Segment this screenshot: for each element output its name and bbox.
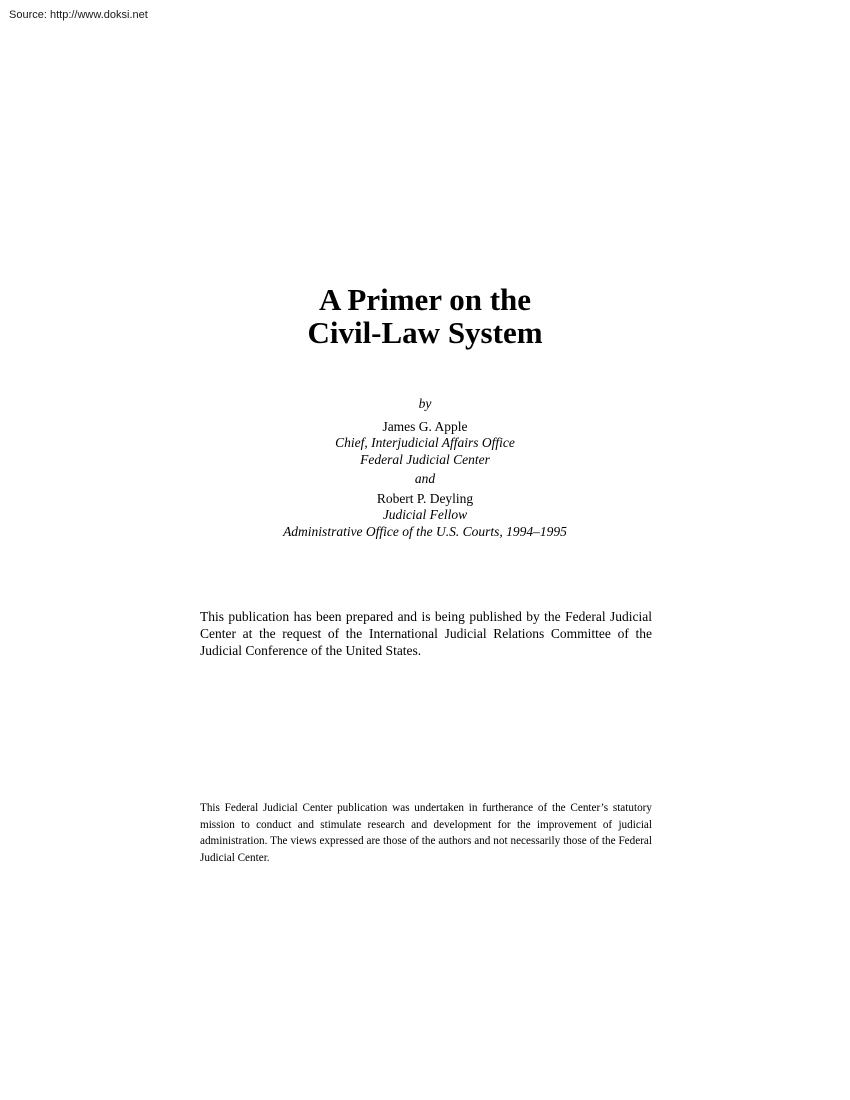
author-1-org: Federal Judicial Center <box>360 451 490 467</box>
author-2-role: Judicial Fellow <box>382 507 468 522</box>
author-1-name: James G. Apple <box>382 418 468 434</box>
byline <box>0 396 850 540</box>
publication-notice: This publication has been prepared and is being published by the Federal Judicial Center at the request of the International Judicial Relations Committee of the Judicial Conference of the United States. <box>200 609 652 658</box>
byline-by: by <box>418 396 432 411</box>
disclaimer-paragraph: This Federal Judicial Center publication was undertaken in furtherance of the Center’s statutory mission to conduct and stimulate research and development for the improvement of judicial administration. The views expressed are those of the authors and not necessarily those of the Federal Judicial Center. <box>200 802 652 864</box>
title-line-2: Civil-Law System <box>307 315 543 350</box>
byline-and: and <box>414 471 436 486</box>
title-line-1: A Primer on the <box>318 282 532 317</box>
source-link[interactable]: Source: http://www.doksi.net <box>9 9 148 21</box>
author-2-name: Robert P. Deyling <box>376 490 474 506</box>
author-1-role: Chief, Interjudicial Affairs Office <box>335 435 515 450</box>
author-2-org: Administrative Office of the U.S. Courts, 1994–1995 <box>283 523 567 539</box>
document-title <box>0 283 850 349</box>
